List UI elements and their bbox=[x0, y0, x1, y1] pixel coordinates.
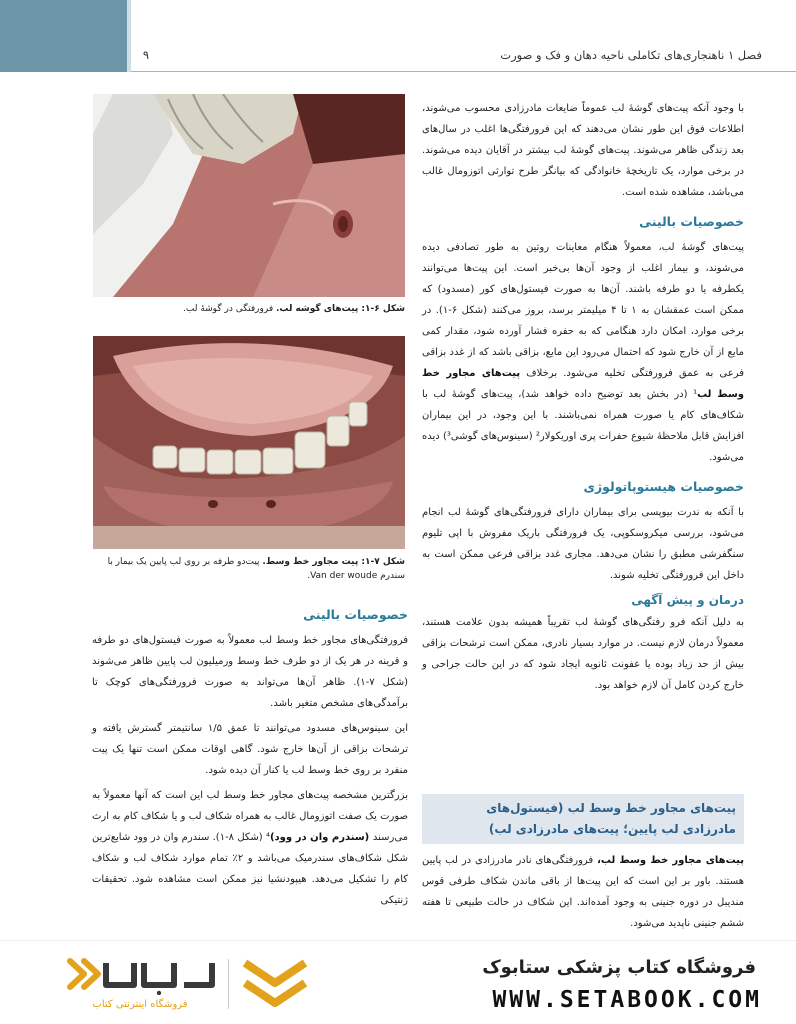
paramedian-intro-paragraph bbox=[422, 850, 744, 934]
logo-subtitle: فروشگاه اینترنتی کتاب bbox=[92, 999, 188, 1010]
header-color-strip bbox=[0, 0, 127, 72]
clinical-features-heading: خصوصیات بالینی bbox=[639, 214, 744, 229]
footer-divider bbox=[228, 959, 229, 1009]
clinical-text-part1: پیت‌های گوشهٔ لب، معمولاً هنگام معاینات روتین به طور تصادفی دیده می‌شوند، و بیمار اغلب از وجود آن‌ها بی‌خبر است. این پیت‌ها می‌توانند یکطرفه یا دو طرفه باشند. آن‌ها به صورت فیستول‌های کور (مسدود) که ممکن است عمقشان به ۱ تا ۴ میلیمتر برسد، بروز می‌کنند (شکل ۶-۱). در برخی موارد، امکان دارد هنگامی که به حفره فشار آورده شود، مقدار کمی مایع از آن خارج شود که احتمال می‌رود این مایع، بزاقی باشد که از غدد بزاقی فرعی به عمق فرورفتگی تخلیه می‌شود. برخلاف bbox=[422, 242, 745, 379]
store-url[interactable]: WWW.SETABOOK.COM bbox=[492, 987, 762, 1013]
store-name: فروشگاه کتاب پزشکی ستابوک bbox=[482, 957, 756, 978]
paramedian-intro-text: فرورفتگی‌های نادر مادرزادی در لب پایین هستند. باور بر این است که این پیت‌ها از باقی ماندن شکاف طرفی قوس مندیبل در دوره جنینی به وجود آمده‌اند. این شکاف در حالت طبیعی تا هفته ششم جنینی ناپدید می‌شود. bbox=[422, 855, 744, 929]
intro-paragraph: با وجود آنکه پیت‌های گوشهٔ لب عموماً ضایعات مادرزادی محسوب می‌شوند، اطلاعات فوق این طور نشان می‌دهند که این فرورفتگی‌ها اغلب در سال‌های بعد زندگی ظاهر می‌شوند. پیت‌های گوشهٔ لب بیشتر در آقایان دیده می‌شوند. در برخی موارد، یک تاریخچهٔ خانوادگی که بیانگر طرح توارثی اتوزومال غالب می‌باشد، مشاهده شده است. bbox=[422, 103, 744, 198]
treatment-heading: درمان و پیش آگهی bbox=[631, 593, 744, 607]
clinical-bold-term: پیت‌های مجاور خط وسط لب bbox=[422, 368, 744, 400]
clinical-features-paragraph bbox=[422, 237, 744, 468]
left-paragraph-3 bbox=[92, 785, 408, 911]
van-der-woude-term: (سندرم وان در وود) bbox=[269, 832, 373, 843]
histopathology-heading: خصوصیات هیستوپاتولوژی bbox=[583, 479, 744, 494]
left-para3-text-a: بزرگترین مشخصه پیت‌های مجاور خط وسط لب این است که آنها معمولاً به صورت یک صفت اتوزومال غالب به همراه شکاف لب و یا شکاف کام به ارث می‌رسند bbox=[92, 790, 409, 843]
figure-1-caption bbox=[93, 302, 405, 316]
treatment-paragraph: به دلیل آنکه فرو رفتگی‌های گوشهٔ لب تقریباً همیشه بدون علامت هستند، معمولاً درمان لازم نیست. در موارد بسیار نادری، ممکن است ترشحات بزاقی بیش از حد زیاد بوده یا عفونت ثانویه ایجاد شود که در این حالت جراحی و خارج کردن کامل آن لازم خواهد بود. bbox=[422, 617, 744, 691]
running-header bbox=[131, 44, 796, 72]
figure-1-caption-label: شکل ۶-۱: پیت‌های گوشه لب. bbox=[276, 304, 405, 314]
right-column-final bbox=[422, 850, 744, 938]
left-paragraph-2: این سینوس‌های مسدود می‌توانند تا عمق ۱/۵ سانتیمتر گسترش یافته و ترشحات بزاقی از آن‌ها خارج شود. گاهی اوقات ممکن است تنها یک پیت منفرد بر روی خط وسط لب یا کنار آن دیده شود. bbox=[92, 723, 408, 776]
setabook-emblem-icon bbox=[240, 955, 310, 1013]
figure-commissural-lip-pit-photo bbox=[93, 94, 405, 297]
paramedian-bold-term: پیت‌های مجاور خط وسط لب، bbox=[597, 855, 744, 866]
figure-2-caption-label: شکل ۷-۱: پیت مجاور خط وسط. bbox=[262, 557, 405, 567]
figure-2-caption bbox=[93, 555, 405, 583]
left-paragraph-1: فرورفتگی‌های مجاور خط وسط لب معمولاً به صورت فیستول‌های دو طرفه و قرینه در هر یک از دو طرف خط وسط ورمیلیون لب پایین ظاهر می‌شوند (شکل ۷-۱). ظاهر آن‌ها می‌تواند به صورت فرورفتگی‌های کوچک تا برآمدگی‌های مشخص متغیر باشد. bbox=[92, 635, 408, 709]
left-text-column bbox=[92, 598, 408, 915]
left-clinical-heading: خصوصیات بالینی bbox=[303, 607, 408, 622]
section-heading-box: پیت‌های مجاور خط وسط لب (فیستول‌های مادرزادی لب پایین؛ پیت‌های مادرزادی لب) bbox=[422, 794, 744, 844]
store-footer-banner bbox=[0, 940, 796, 1024]
chapter-title: فصل ۱ ناهنجاری‌های تکاملی ناحیه دهان و فک و صورت bbox=[500, 48, 762, 62]
figure-paramedian-lip-pit-photo bbox=[93, 336, 405, 549]
page-number: ۹ bbox=[142, 48, 150, 62]
right-text-column bbox=[422, 98, 744, 700]
setabook-wordmark-logo bbox=[62, 953, 222, 995]
histopathology-paragraph: با آنکه به ندرت بیوپسی برای بیماران دارای فرورفتگی‌های گوشهٔ لب انجام می‌شود، بررسی میکروسکوپی، یک فرورفتگی باریک مفروش با اپی تلیوم سنگفرشی مطبق را نشان می‌دهد. مجاری غدد بزاقی فرعی ممکن است به داخل این فرورفتگی تخلیه شوند. bbox=[422, 507, 744, 581]
figure-2-caption-text: پیت‌دو طرفه بر روی لب پایین یک بیمار با سندرم Van der woude. bbox=[107, 557, 405, 581]
clinical-text-part2: ¹ (در بخش بعد توضیح داده خواهد شد)، پیت‌های گوشهٔ لب با شکاف‌های کام یا صورت همراه نمی‌باشند. با این وجود، در این بیماران افزایش قابل ملاحظهٔ شیوع حفرات پری اوریکولار² (سینوس‌های گوشی³) دیده می‌شود. bbox=[422, 389, 744, 463]
figure-1-caption-text: فرورفتگی در گوشهٔ لب. bbox=[183, 304, 277, 314]
left-para3-text-b: ⁴ (شکل ۸-۱). سندرم وان در وود شایع‌ترین شکل شکاف‌های سندرمیک می‌باشد و ۲٪ تمام موارد شکاف لب و شکاف کام را تشکیل می‌دهد. هیپودنشیا نیز ممکن است مشاهده شود. تحقیقات ژنتیکی bbox=[92, 832, 409, 906]
